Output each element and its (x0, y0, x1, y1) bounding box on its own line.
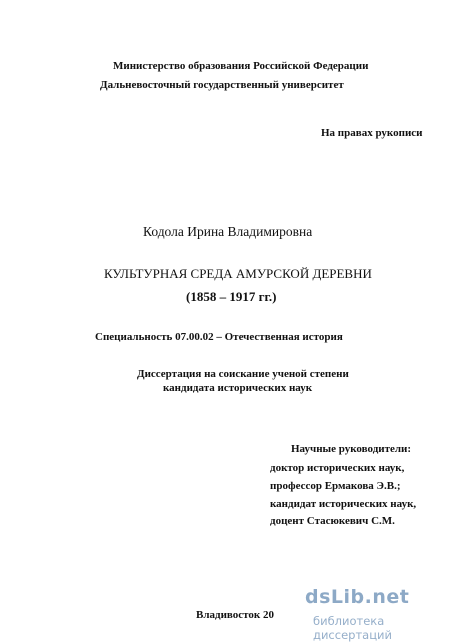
degree-line-1: Диссертация на соискание ученой степени (137, 368, 349, 380)
watermark[interactable] (305, 586, 450, 642)
dissertation-years: (1858 – 1917 гг.) (186, 289, 277, 304)
author-name: Кодола Ирина Владимировна (143, 224, 313, 239)
city-year: Владивосток 20 (196, 609, 275, 621)
dissertation-title: КУЛЬТУРНАЯ СРЕДА АМУРСКОЙ ДЕРЕВНИ (104, 266, 372, 281)
watermark-subtitle: библиотека диссертаций (313, 614, 392, 642)
advisor-line: профессор Ермакова Э.В.; (270, 480, 401, 492)
advisor-line: доцент Стасюкевич С.М. (270, 515, 395, 527)
university-line: Дальневосточный государственный университет (100, 79, 344, 91)
advisors-heading: Научные руководители: (291, 443, 412, 455)
ministry-line: Министерство образования Российской Федерации (113, 60, 369, 72)
advisor-line: доктор исторических наук, (270, 462, 405, 474)
advisor-line: кандидат исторических наук, (270, 498, 417, 510)
specialty-line: Специальность 07.00.02 – Отечественная история (95, 331, 343, 343)
rights-notice: На правах рукописи (321, 127, 423, 139)
degree-line-2: кандидата исторических наук (163, 382, 313, 394)
watermark-logo[interactable]: dsLib.net (305, 586, 410, 608)
